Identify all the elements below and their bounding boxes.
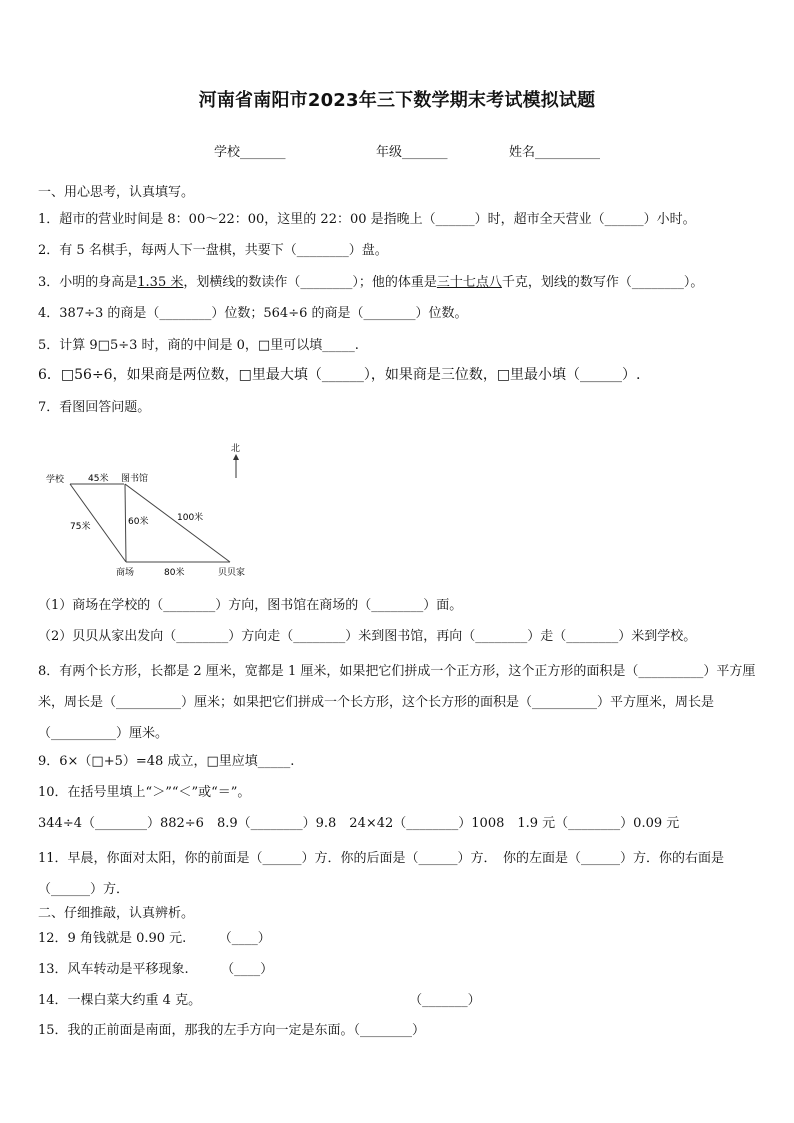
place-school: 学校 [46,475,65,485]
question-4: 4．387÷3 的商是（________）位数；564÷6 的商是（________）位数。 [38,306,468,321]
question-3 [38,271,703,290]
north-label: 北 [231,444,241,454]
place-mall: 商场 [116,568,135,578]
question-6: 6．□56÷6，如果商是两位数，□里最大填（______），如果商是三位数，□里最小填（______）. [38,367,641,383]
question-10-items: 344÷4（________）882÷6 8.9（________）9.8 24×42（________）1008 1.9 元（________）0.09 元 [38,816,680,831]
place-home: 贝贝家 [218,568,246,578]
grade-field[interactable]: 年级_______ [376,145,448,160]
section-heading-2: 二、仔细推敲，认真辨析。 [38,906,195,921]
question-8: 8．有两个长方形，长都是 2 厘米，宽都是 1 厘米，如果把它们拼成一个正方形，这个正方形的面积是（__________）平方厘米，周长是（__________）厘米；如果把它们拼成一个长方形，这个长方形的面积是（__________）平方厘米，周长是（__________）厘米。 [38,664,756,741]
question-12: 12．9 角钱就是 0.90 元. （____） [38,931,271,946]
question-1: 1．超市的营业时间是 8：00～22：00，这里的 22：00 是指晚上（______）时，超市全天营业（______）小时。 [38,212,696,227]
question-9: 9．6×（□+5）=48 成立，□里应填_____. [38,754,295,769]
question-3-underline-1: 1.35 米 [137,275,184,290]
place-library: 图书馆 [121,474,149,484]
question-10: 10．在括号里填上“＞”“＜”或“＝”。 [38,785,251,800]
question-11: 11．早晨，你面对太阳，你的前面是（______）方．你的后面是（______）方． 你的左面是（______）方．你的右面是（______）方． [38,851,725,897]
question-7-1: （1）商场在学校的（________）方向，图书馆在商场的（________）面。 [38,598,463,613]
question-7-2: （2）贝贝从家出发向（________）方向走（________）米到图书馆，再向（________）走（________）米到学校。 [38,629,697,644]
school-field[interactable]: 学校_______ [214,145,286,160]
question-3-part-a: 3．小明的身高是 [38,275,138,290]
north-arrow [231,442,240,478]
question-14: 14．一棵白菜大约重 4 克。 （_______） [38,993,481,1008]
page-title: 河南省南阳市2023年三下数学期末考试模拟试题 [198,90,596,111]
distance-school-library: 45米 [88,474,109,484]
question-5: 5．计算 9□5÷3 时，商的中间是 0，□里可以填_____. [38,338,359,353]
distance-library-mall: 60米 [128,517,149,527]
distance-school-mall: 75米 [70,522,91,532]
distance-mall-home: 80米 [164,568,185,578]
question-3-part-b: ，划横线的数读作（________）；他的体重是 [183,275,437,290]
question-2: 2．有 5 名棋手，每两人下一盘棋，共要下（________）盘。 [38,243,388,258]
name-field[interactable]: 姓名__________ [509,145,601,160]
question-7: 7．看图回答问题。 [38,400,151,415]
question-3-underline-2: 三十七点八 [436,275,502,290]
map-paths [70,484,230,562]
question-13: 13．风车转动是平移现象. （____） [38,962,274,977]
question-3-part-c: 千克，划线的数写作（________）。 [501,275,704,290]
map-figure [40,438,270,583]
distance-library-home: 100米 [177,513,204,523]
question-15: 15．我的正前面是南面，那我的左手方向一定是东面。（________） [38,1023,426,1038]
section-heading-1: 一、用心思考，认真填写。 [38,185,195,200]
path-library-mall [125,484,126,562]
